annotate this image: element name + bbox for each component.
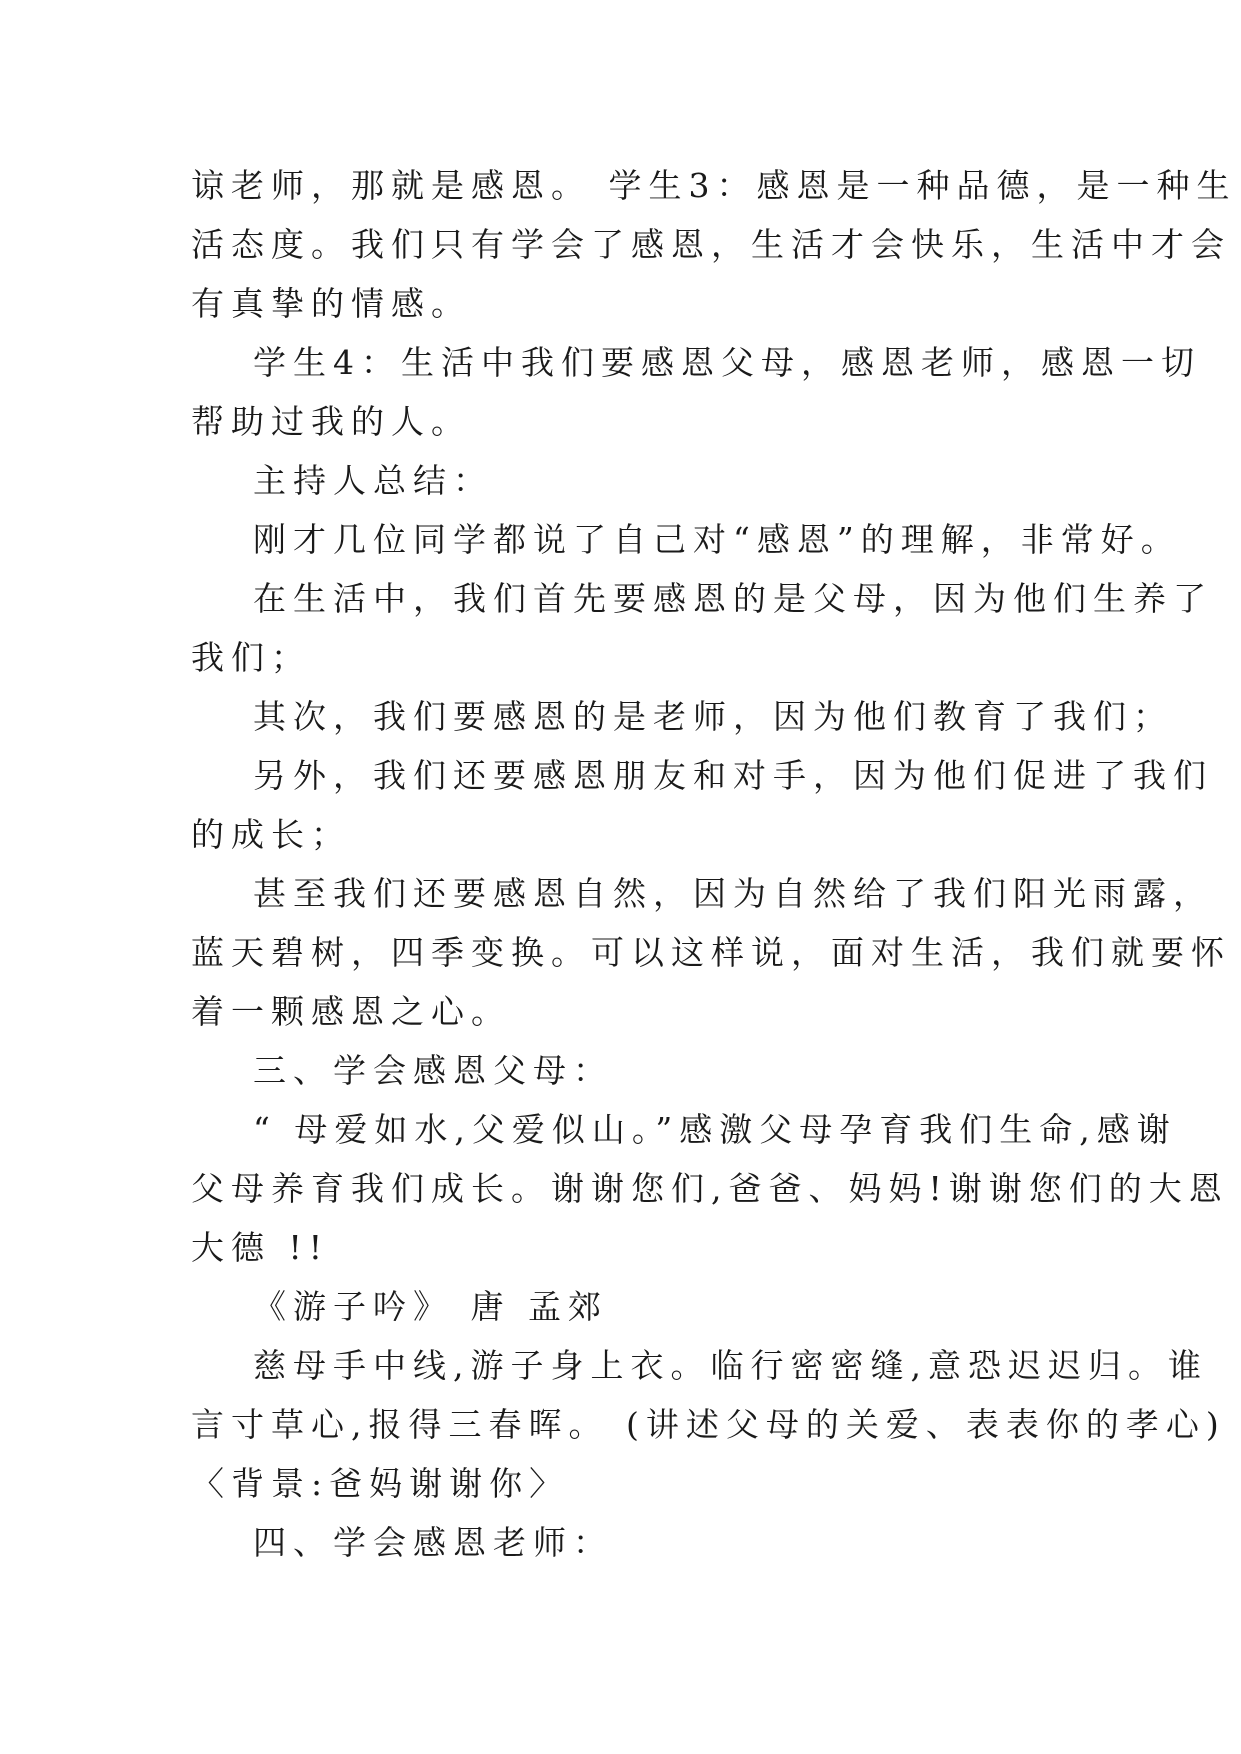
- text-line: 刚才几位同学都说了自己对“感恩”的理解，非常好。: [253, 520, 1181, 559]
- poem-line: 慈母手中线,游子身上衣。临行密密缝,意恐迟迟归。谁: [253, 1346, 1208, 1385]
- text-line: 父母养育我们成长。谢谢您们,爸爸、妈妈!谢谢您们的大恩: [191, 1169, 1229, 1208]
- text-line: 另外，我们还要感恩朋友和对手，因为他们促进了我们: [253, 756, 1213, 795]
- section-heading: 主持人总结：: [253, 461, 493, 500]
- text-line: 着一颗感恩之心。: [191, 992, 511, 1031]
- poem-line: 言寸草心,报得三春晖。 (讲述父母的关爱、表表你的孝心): [191, 1405, 1226, 1444]
- text-line: 大德 !!: [191, 1228, 330, 1267]
- text-line: 在生活中，我们首先要感恩的是父母，因为他们生养了: [253, 579, 1213, 618]
- section-heading: 三、学会感恩父母：: [253, 1051, 613, 1090]
- poem-title: 《游子吟》 唐 孟郊: [253, 1287, 608, 1326]
- text-line: 蓝天碧树，四季变换。可以这样说，面对生活，我们就要怀: [191, 933, 1231, 972]
- text-line: 我们；: [191, 638, 311, 677]
- text-line: 有真挚的情感。: [191, 284, 471, 323]
- section-heading: 四、学会感恩老师：: [253, 1523, 613, 1562]
- text-line: 帮助过我的人。: [191, 402, 471, 441]
- background-note: 〈背景:爸妈谢谢你〉: [191, 1464, 570, 1503]
- text-line: “ 母爱如水,父爱似山。”感激父母孕育我们生命,感谢: [253, 1110, 1177, 1149]
- text-line: 谅老师，那就是感恩。 学生3：感恩是一种品德，是一种生: [191, 166, 1237, 205]
- text-line: 甚至我们还要感恩自然，因为自然给了我们阳光雨露，: [253, 874, 1213, 913]
- text-line: 活态度。我们只有学会了感恩，生活才会快乐，生活中才会: [191, 225, 1231, 264]
- text-line: 的成长；: [191, 815, 351, 854]
- text-line: 学生4：生活中我们要感恩父母，感恩老师，感恩一切: [253, 343, 1201, 382]
- text-line: 其次，我们要感恩的是老师，因为他们教育了我们；: [253, 697, 1173, 736]
